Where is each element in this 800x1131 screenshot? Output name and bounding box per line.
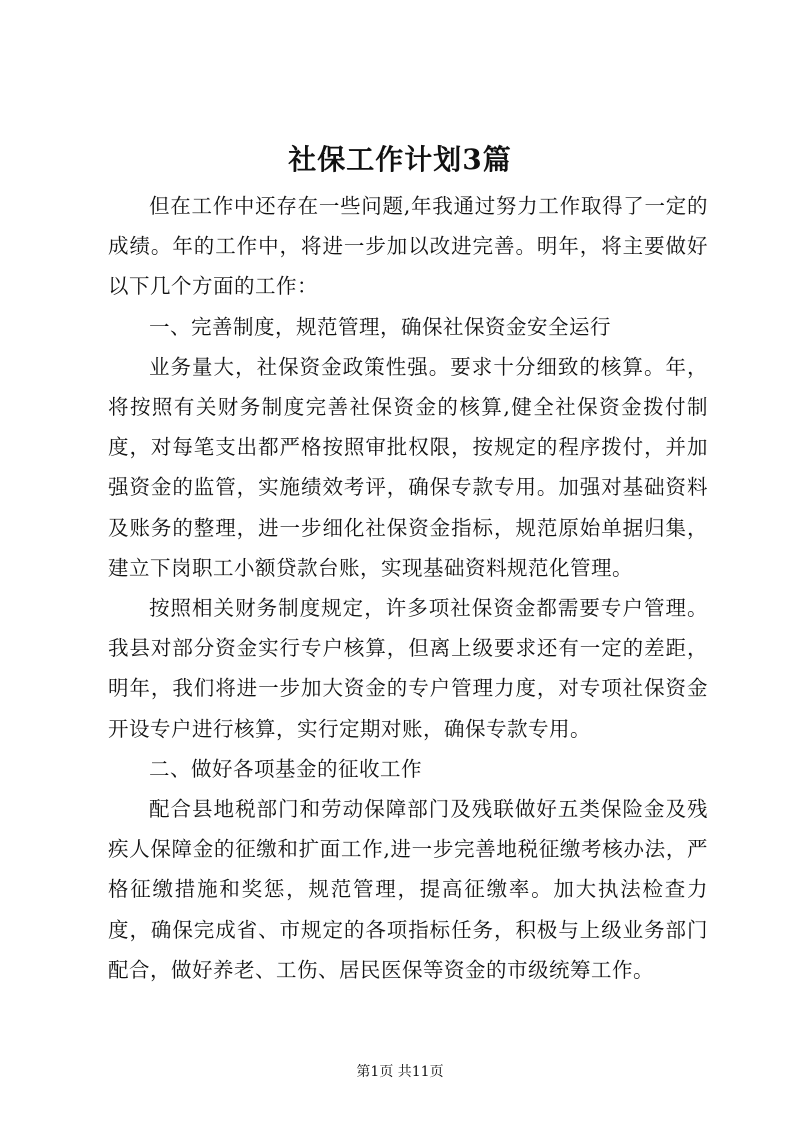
paragraph-collection: 配合县地税部门和劳动保障部门及残联做好五类保险金及残疾人保障金的征缴和扩面工作,进一步完善地税征缴考核办法，严格征缴措施和奖惩，规范管理，提高征缴率。加大执法检查力度，确保完成省、市规定的各项指标任务，积极与上级业务部门配合，做好养老、工伤、居民医保等资金的市级统筹工作。 [108, 797, 708, 982]
document-title: 社保工作计划3篇 [288, 143, 512, 176]
document-body [108, 186, 708, 990]
section-heading-1: 一、完善制度，规范管理，确保社保资金安全运行 [149, 314, 611, 339]
section-heading-2: 二、做好各项基金的征收工作 [149, 756, 422, 781]
page-footer: 第1页 共11页 [356, 1064, 444, 1080]
paragraph-finance: 业务量大，社保资金政策性强。要求十分细致的核算。年，将按照有关财务制度完善社保资金的核算,健全社保资金拨付制度，对每笔支出都严格按照审批权限，按规定的程序拨付，并加强资金的监管，实施绩效考评，确保专款专用。加强对基础资料及账务的整理，进一步细化社保资金指标，规范原始单据归集，建立下岗职工小额贷款台账，实现基础资料规范化管理。 [108, 354, 708, 580]
paragraph-intro: 但在工作中还存在一些问题,年我通过努力工作取得了一定的成绩。年的工作中，将进一步加以改进完善。明年，将主要做好以下几个方面的工作： [108, 194, 708, 299]
paragraph-account: 按照相关财务制度规定，许多项社保资金都需要专户管理。我县对部分资金实行专户核算，但离上级要求还有一定的差距，明年，我们将进一步加大资金的专户管理力度，对专项社保资金开设专户进行核算，实行定期对账，确保专款专用。 [108, 596, 708, 741]
